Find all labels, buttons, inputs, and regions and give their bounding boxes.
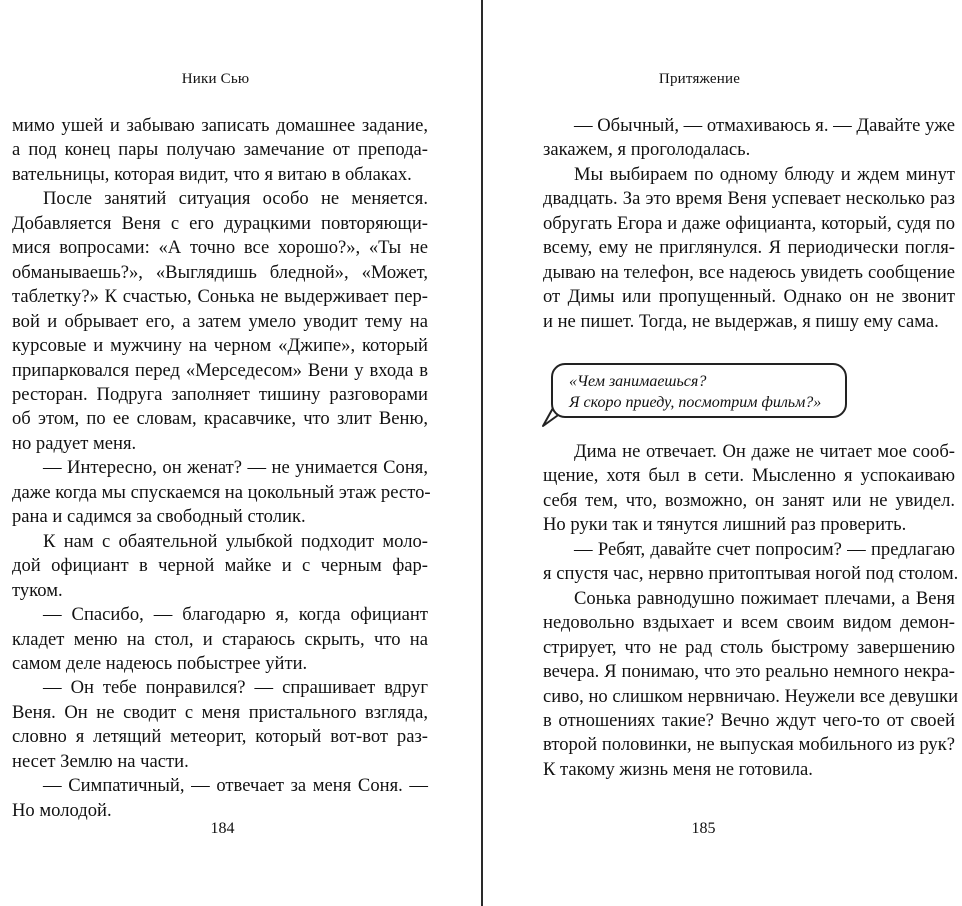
message-speech-bubble <box>551 363 847 418</box>
text-line: стрирует, что не рад столь быстрому завершению <box>543 636 955 658</box>
text-line: себя тем, что, возможно, он занят или не увидел. <box>543 489 955 511</box>
text-line: — Интересно, он женат? — не унимается Соня, <box>43 457 428 479</box>
text-line: несет Землю на части. <box>12 750 189 772</box>
text-line: туком. <box>12 579 63 601</box>
text-line: вательницы, которая видит, что я витаю в облаках. <box>12 163 412 185</box>
text-line: Дима не отвечает. Он даже не читает мое сооб- <box>574 441 955 462</box>
text-line: недовольно вздыхает и всем своим видом демон- <box>543 612 955 634</box>
text-line: щение, хотя был в сети. Мысленно я успокаиваю <box>543 465 955 487</box>
text-line: в отношениях такие? Вечно ждут чего-то от своей <box>543 709 955 731</box>
text-line: мимо ушей и забываю записать домашнее задание, <box>12 115 428 136</box>
text-line: К такому жизнь меня не готовила. <box>543 758 813 780</box>
text-line: Но руки так и тянутся лишний раз проверить. <box>543 514 907 536</box>
page-number-left: 184 <box>210 820 235 837</box>
text-line: кладет меню на стол, и стараюсь скрыть, что на <box>12 628 428 650</box>
text-line: а под конец пары получаю замечание от препода- <box>12 139 428 161</box>
text-line: — Симпатичный, — отвечает за меня Соня. — <box>43 775 428 797</box>
text-line: припарковался перед «Мерседесом» Вени у входа в <box>12 359 428 381</box>
right-body-text-top <box>543 114 955 334</box>
text-line: об этом, по ее словам, красавчике, что злит Веню, <box>12 408 428 430</box>
text-line: вой и обрывает его, а затем умело уводит тему на <box>12 310 428 332</box>
text-line: но радует меня. <box>12 432 137 454</box>
text-line: обманываешь?», «Выглядишь бледной», «Может, <box>12 261 428 283</box>
text-line: дываю на телефон, все надеюсь увидеть сообщение <box>543 261 955 283</box>
text-line: ресторан. Подруга заполняет тишину разговорами <box>12 383 428 405</box>
text-line: После занятий ситуация особо не меняется. <box>43 188 428 210</box>
message-line-1: «Чем занимаешься? <box>569 373 707 390</box>
text-line: двадцать. За это время Веня успевает несколько раз <box>543 188 955 210</box>
text-line: закажем, я проголодалась. <box>543 139 751 161</box>
text-line: — Спасибо, — благодарю я, когда официант <box>43 604 428 626</box>
text-line: второй половинки, не выпуская мобильного из рук? <box>543 734 955 756</box>
text-line: Но молодой. <box>12 799 112 821</box>
text-line: — Обычный, — отмахиваюсь я. — Давайте уже <box>574 115 955 136</box>
text-line: обругать Егора и даже официанта, который, судя по <box>543 212 955 234</box>
text-line: я спустя час, нервно притоптывая ногой под столом. <box>543 563 959 585</box>
text-line: — Он тебе понравился? — спрашивает вдруг <box>43 677 428 699</box>
text-line: рана и садимся за свободный столик. <box>12 506 306 528</box>
text-line: даже когда мы спускаемся на цокольный этаж ресто- <box>12 481 431 503</box>
running-head-author: Ники Сью <box>181 71 250 87</box>
text-line: словно я летящий метеорит, который вот-вот раз- <box>12 726 428 748</box>
message-line-2: Я скоро приеду, посмотрим фильм?» <box>569 394 822 411</box>
text-line: — Ребят, давайте счет попросим? — предлагаю <box>574 538 955 560</box>
right-body-text-bottom <box>543 440 959 782</box>
text-line: К нам с обаятельной улыбкой подходит моло- <box>43 530 428 552</box>
running-head-title: Притяжение <box>658 71 741 87</box>
text-line: курсовые и мужчину на черном «Джипе», который <box>12 335 428 357</box>
text-line: вечера. Я понимаю, что это реально немного некра- <box>543 661 955 683</box>
page-number-right: 185 <box>691 820 716 837</box>
text-line: Добавляется Веня с его дурацкими повторяющи- <box>12 212 428 234</box>
text-line: мися вопросами: «А точно все хорошо?», «Ты не <box>12 237 428 259</box>
right-page <box>483 0 962 906</box>
text-line: таблетку?» К счастью, Сонька не выдерживает пер- <box>12 286 428 308</box>
text-line: сиво, но слишком нервничаю. Неужели все девушки <box>543 685 959 707</box>
text-line: всему, ему не приглянулся. Я периодически погля- <box>543 237 955 259</box>
text-line: и не пишет. Тогда, не выдержав, я пишу ему сама. <box>543 310 939 332</box>
text-line: дой официант в черной майке и с черным фар- <box>12 555 428 577</box>
text-line: Мы выбираем по одному блюду и ждем минут <box>574 163 955 185</box>
text-line: Веня. Он не сводит с меня пристального взгляда, <box>12 701 428 723</box>
text-line: от Димы или пропущенный. Однако он не звонит <box>543 286 955 308</box>
text-line: самом деле надеюсь побыстрее уйти. <box>12 652 308 674</box>
text-line: Сонька равнодушно пожимает плечами, а Веня <box>574 587 955 609</box>
left-body-text <box>12 114 431 823</box>
